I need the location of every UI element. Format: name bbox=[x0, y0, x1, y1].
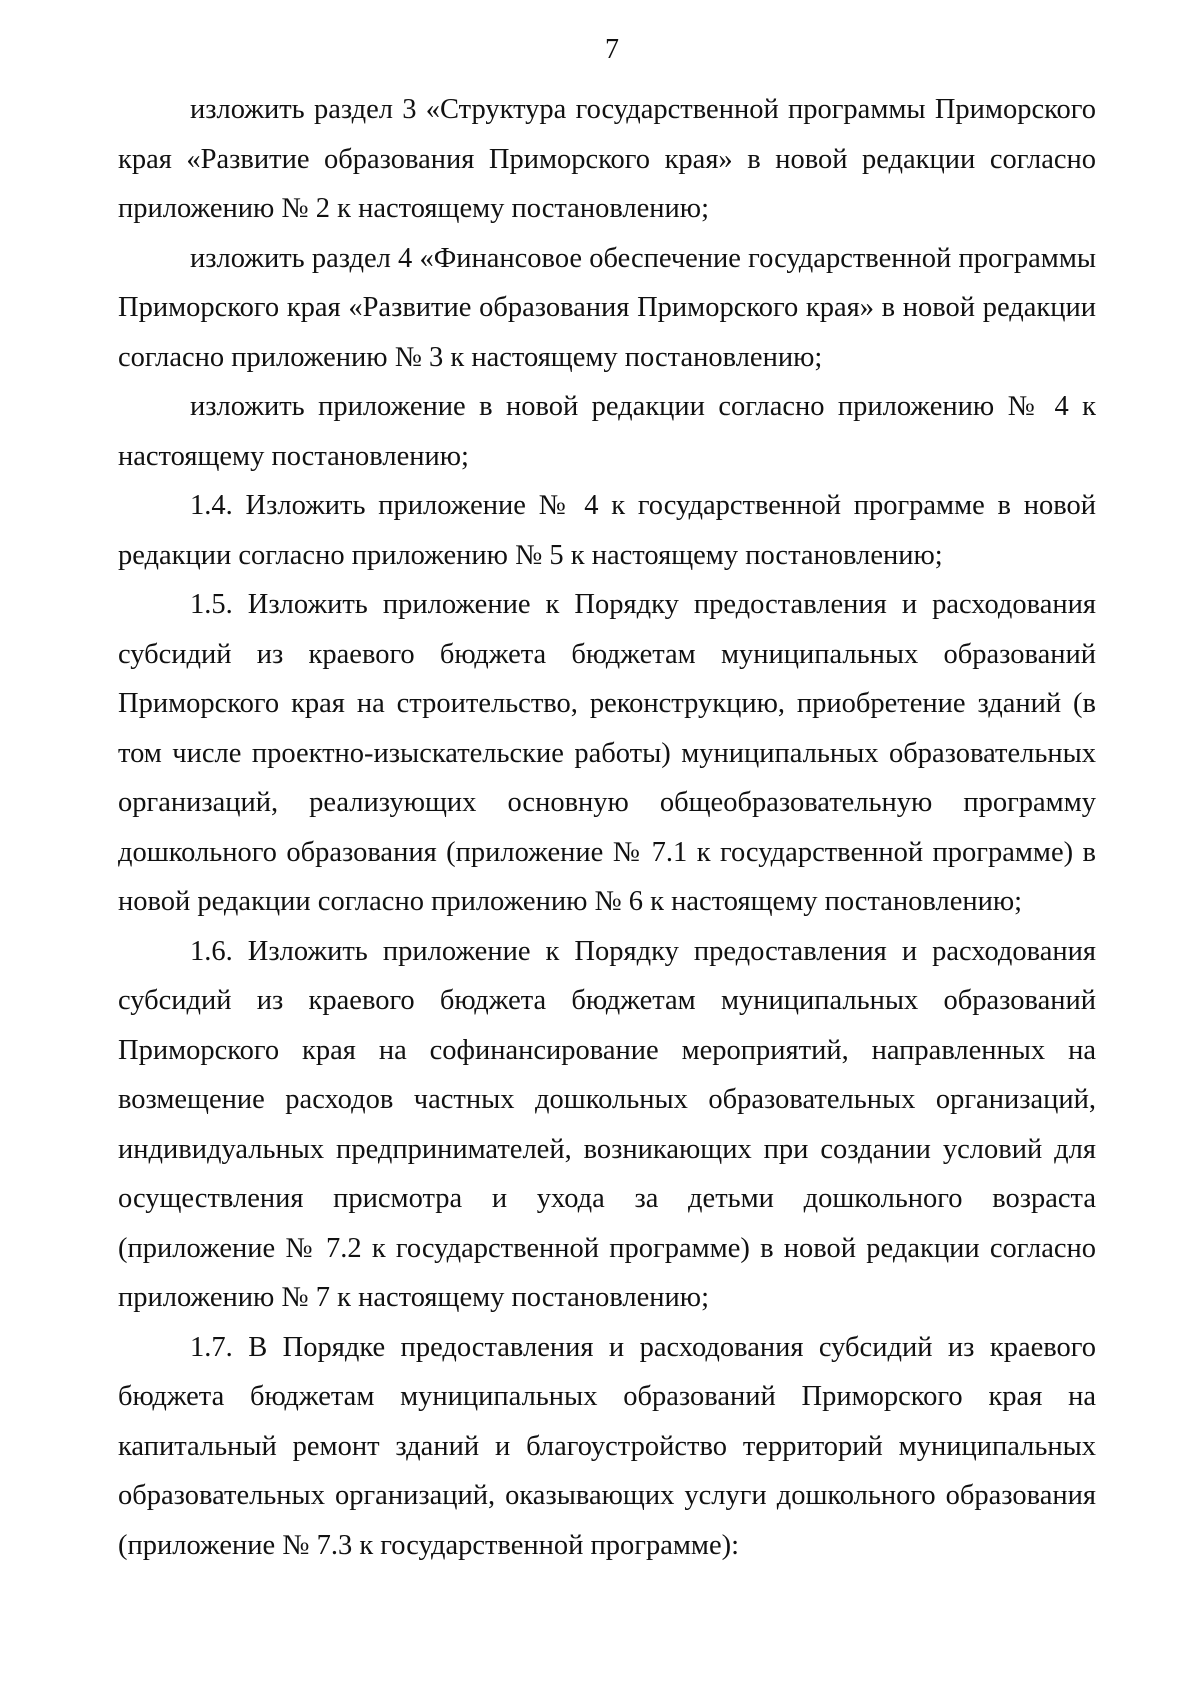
paragraph-item-1-6: 1.6. Изложить приложение к Порядку предоставления и расходования субсидий из краевого бюджета бюджетам муниципальных образований Приморского края на софинансирование мероприятий, направленных на возмещение расходов частных дошкольных образовательных организаций, индивидуальных предпринимателей, возникающих при создании условий для осуществления присмотра и ухода за детьми дошкольного возраста (приложение № 7.2 к государственной программе) в новой редакции согласно приложению № 7 к настоящему постановлению; bbox=[118, 935, 1096, 1313]
paragraph-item-1-5: 1.5. Изложить приложение к Порядку предоставления и расходования субсидий из краевого бюджета бюджетам муниципальных образований Приморского края на строительство, реконструкцию, приобретение зданий (в том числе проектно-изыскательские работы) муниципальных образовательных организаций, реализующих основную общеобразовательную программу дошкольного образования (приложение № 7.1 к государственной программе) в новой редакции согласно приложению № 6 к настоящему постановлению; bbox=[118, 589, 1096, 917]
paragraph-item-1-7: 1.7. В Порядке предоставления и расходования субсидий из краевого бюджета бюджетам муниципальных образований Приморского края на капитальный ремонт зданий и благоустройство территорий муниципальных образовательных организаций, оказывающих услуги дошкольного образования (приложение № 7.3 к государственной программе): bbox=[118, 1331, 1096, 1561]
paragraph-section-4-financing: изложить раздел 4 «Финансовое обеспечение государственной программы Приморского края «Развитие образования Приморского края» в новой редакции согласно приложению № 3 к настоящему постановлению; bbox=[118, 242, 1096, 373]
paragraph-item-1-4: 1.4. Изложить приложение № 4 к государственной программе в новой редакции согласно приложению № 5 к настоящему постановлению; bbox=[118, 490, 1096, 571]
document-body bbox=[118, 85, 1096, 1570]
paragraph-appendix-new-edition: изложить приложение в новой редакции согласно приложению № 4 к настоящему постановлению; bbox=[118, 391, 1096, 472]
page-number: 7 bbox=[605, 34, 619, 65]
paragraph-section-3-structure: изложить раздел 3 «Структура государственной программы Приморского края «Развитие образования Приморского края» в новой редакции согласно приложению № 2 к настоящему постановлению; bbox=[118, 94, 1096, 224]
